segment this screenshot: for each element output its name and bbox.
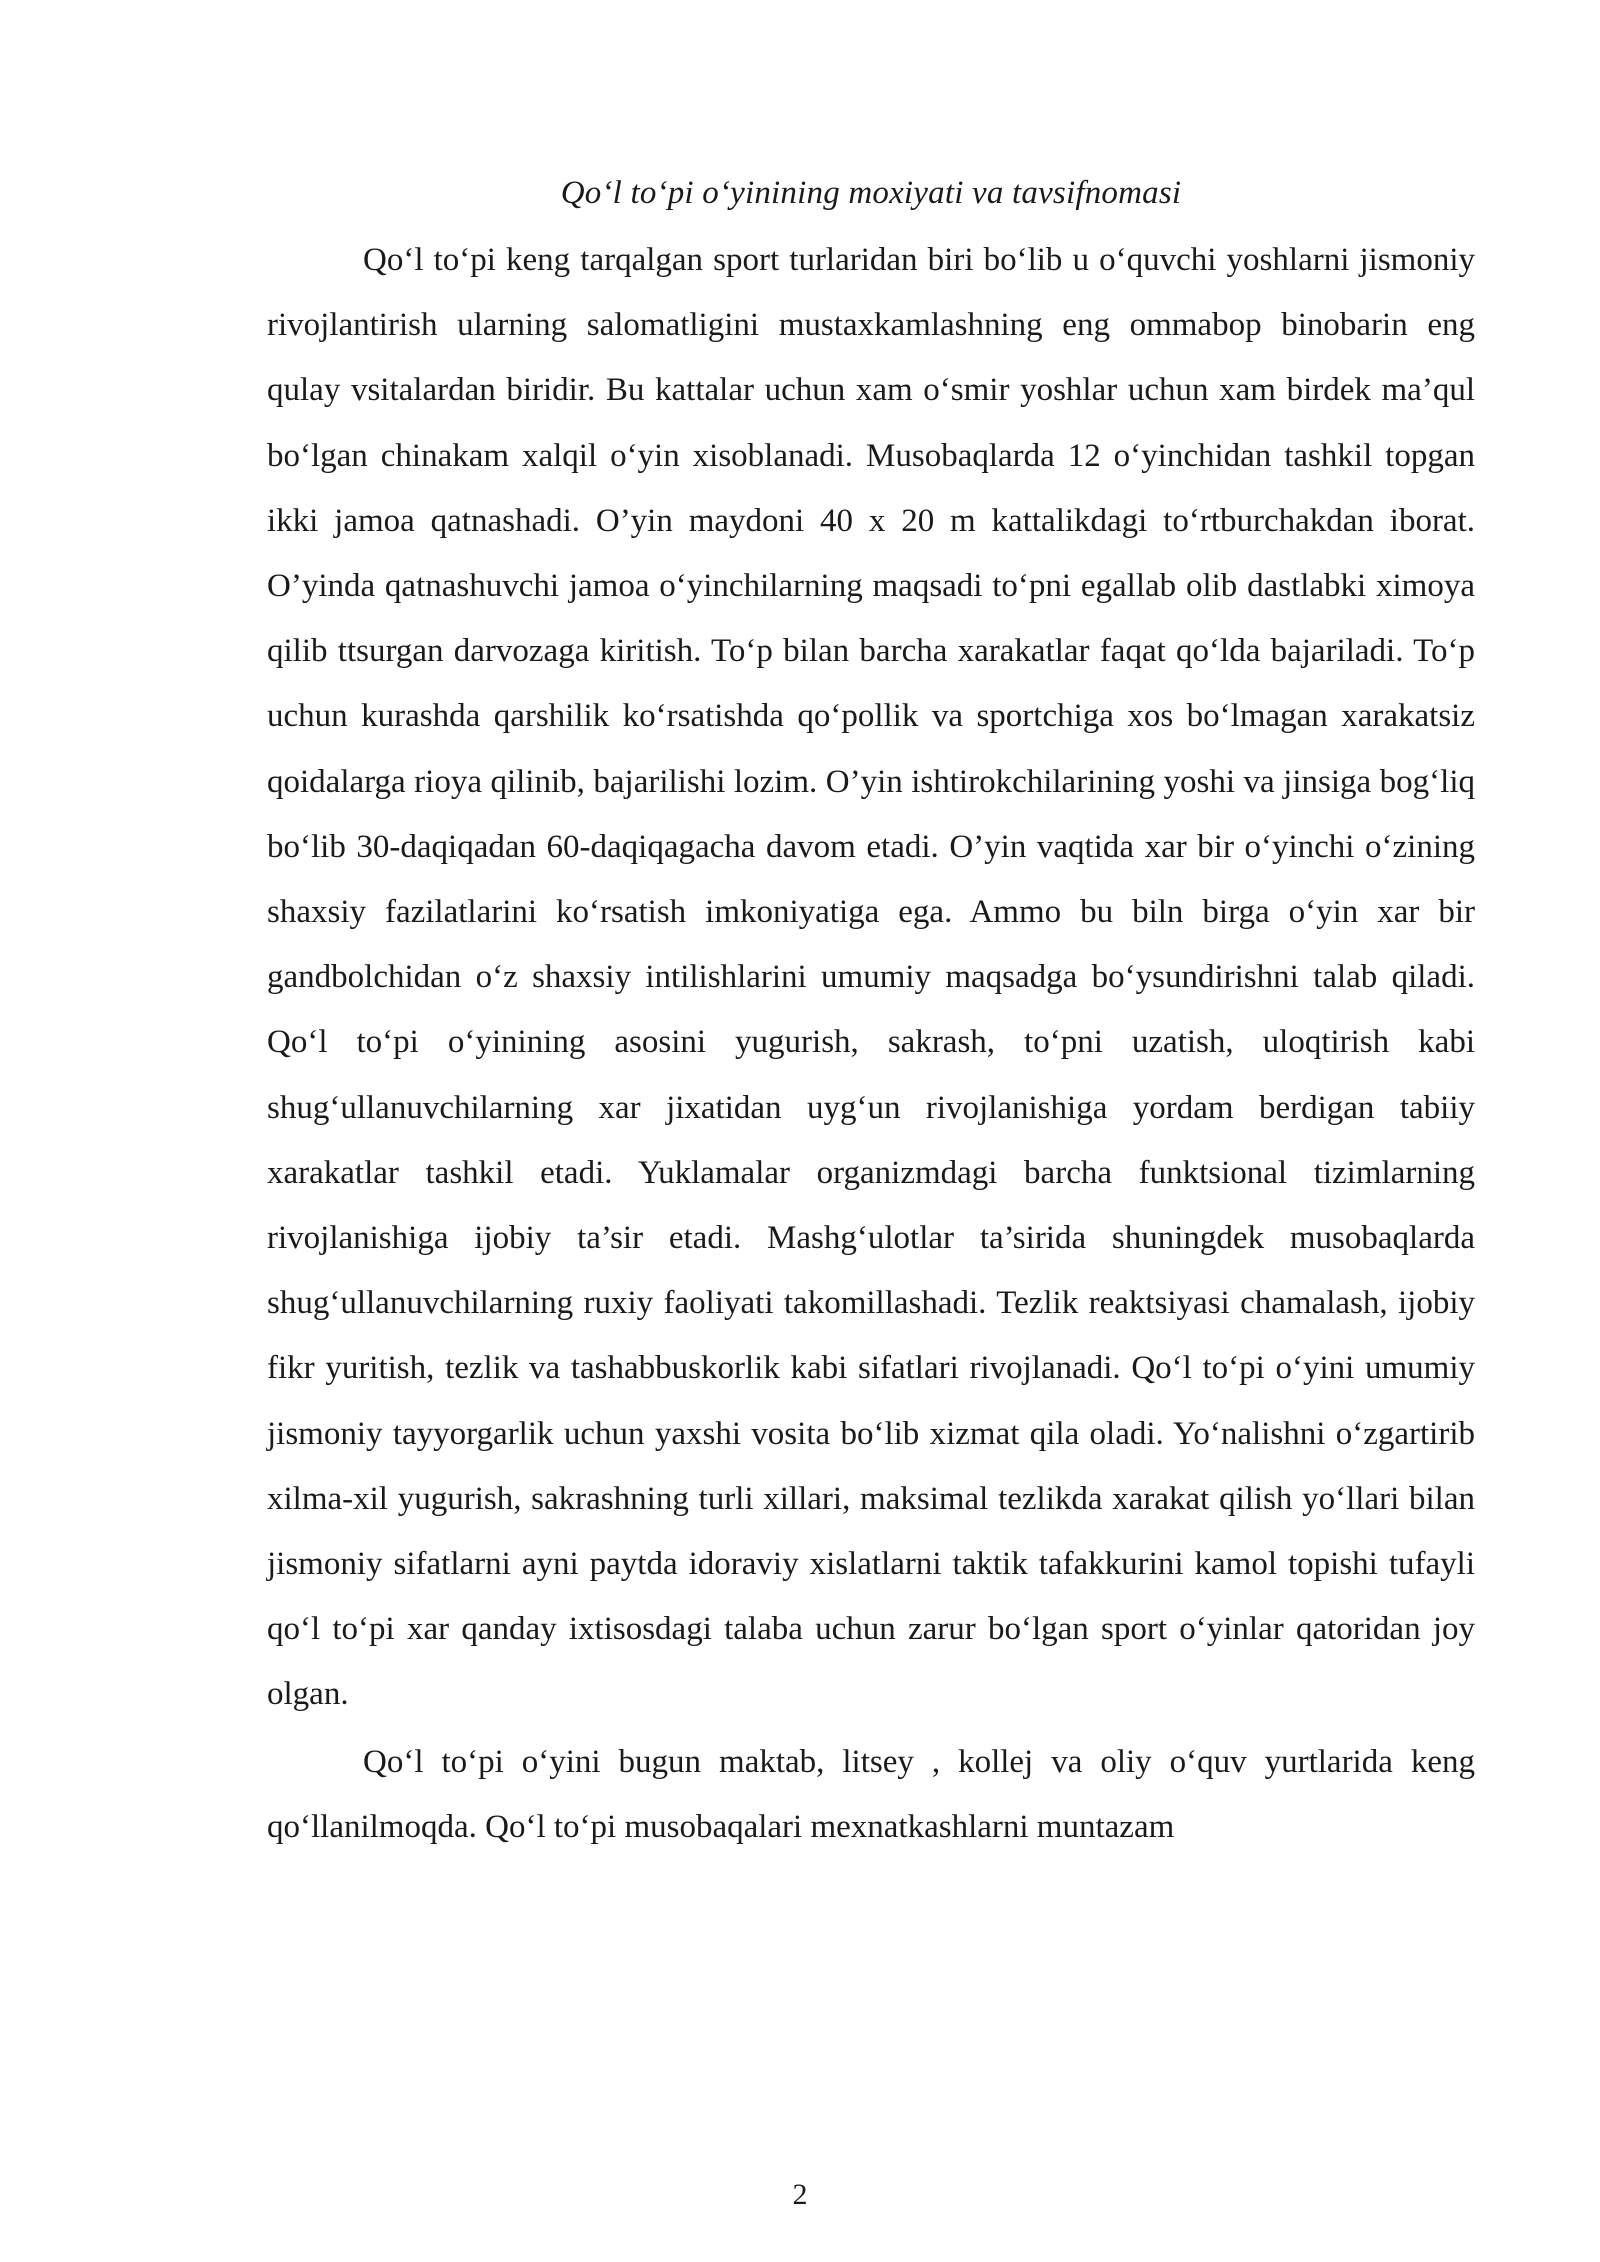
page-number: 2 — [792, 2178, 808, 2211]
body-paragraph: Qo‘l to‘pi o‘yini bugun maktab, litsey , kollej va oliy o‘quv yurtlarida keng qo‘llanilmoqda. Qo‘l to‘pi musobaqalari mexnatkashlarni muntazam — [267, 1743, 1475, 1845]
document-title: Qo‘l to‘pi o‘yinining moxiyati va tavsifnomasi — [560, 175, 1182, 211]
page-content — [267, 166, 1475, 1860]
body-paragraph: Qo‘l to‘pi keng tarqalgan sport turlaridan biri bo‘lib u o‘quvchi yoshlarni jismoniy rivojlantirish ularning salomatligini mustaxkamlashning eng ommabop binobarin eng qulay vsitalardan biridir. Bu kattalar uchun xam o‘smir yoshlar uchun xam birdek ma’qul bo‘lgan chinakam xalqil o‘yin xisoblanadi. Musobaqlarda 12 o‘yinchidan tashkil topgan ikki jamoa qatnashadi. O’yin maydoni 40 x 20 m kattalikdagi to‘rtburchakdan iborat. O’yinda qatnashuvchi jamoa o‘yinchilarning maqsadi to‘pni egallab olib dastlabki ximoya qilib ttsurgan darvozaga kiritish. To‘p bilan barcha xarakatlar faqat qo‘lda bajariladi. To‘p uchun kurashda qarshilik ko‘rsatishda qo‘pollik va sportchiga xos bo‘lmagan xarakatsiz qoidalarga rioya qilinib, bajarilishi lozim. O’yin ishtirokchilarining yoshi va jinsiga bog‘liq bo‘lib 30-daqiqadan 60-daqiqagacha davom etadi. O’yin vaqtida xar bir o‘yinchi o‘zining shaxsiy fazilatlarini ko‘rsatish imkoniyatiga ega. Ammo bu biln birga o‘yin xar bir gandbolchidan o‘z shaxsiy intilishlarini umumiy maqsadga bo‘ysundirishni talab qiladi. Qo‘l to‘pi o‘yinining asosini yugurish, sakrash, to‘pni uzatish, uloqtirish kabi shug‘ullanuvchilarning xar jixatidan uyg‘un rivojlanishiga yordam berdigan tabiiy xarakatlar tashkil etadi. Yuklamalar organizmdagi barcha funktsional tizimlarning rivojlanishiga ijobiy ta’sir etadi. Mashg‘ulotlar ta’sirida shuningdek musobaqlarda shug‘ullanuvchilarning ruxiy faoliyati takomillashadi. Tezlik reaktsiyasi chamalash, ijobiy fikr yuritish, tezlik va tashabbuskorlik kabi sifatlari rivojlanadi. Qo‘l to‘pi o‘yini umumiy jismoniy tayyorgarlik uchun yaxshi vosita bo‘lib xizmat qila oladi. Yo‘nalishni o‘zgartirib xilma-xil yugurish, sakrashning turli xillari, maksimal tezlikda xarakat qilish yo‘llari bilan jismoniy sifatlarni ayni paytda idoraviy xislatlarni taktik tafakkurini kamol topishi tufayli qo‘l to‘pi xar qanday ixtisosdagi talaba uchun zarur bo‘lgan sport o‘yinlar qatoridan joy olgan. — [267, 242, 1475, 1713]
